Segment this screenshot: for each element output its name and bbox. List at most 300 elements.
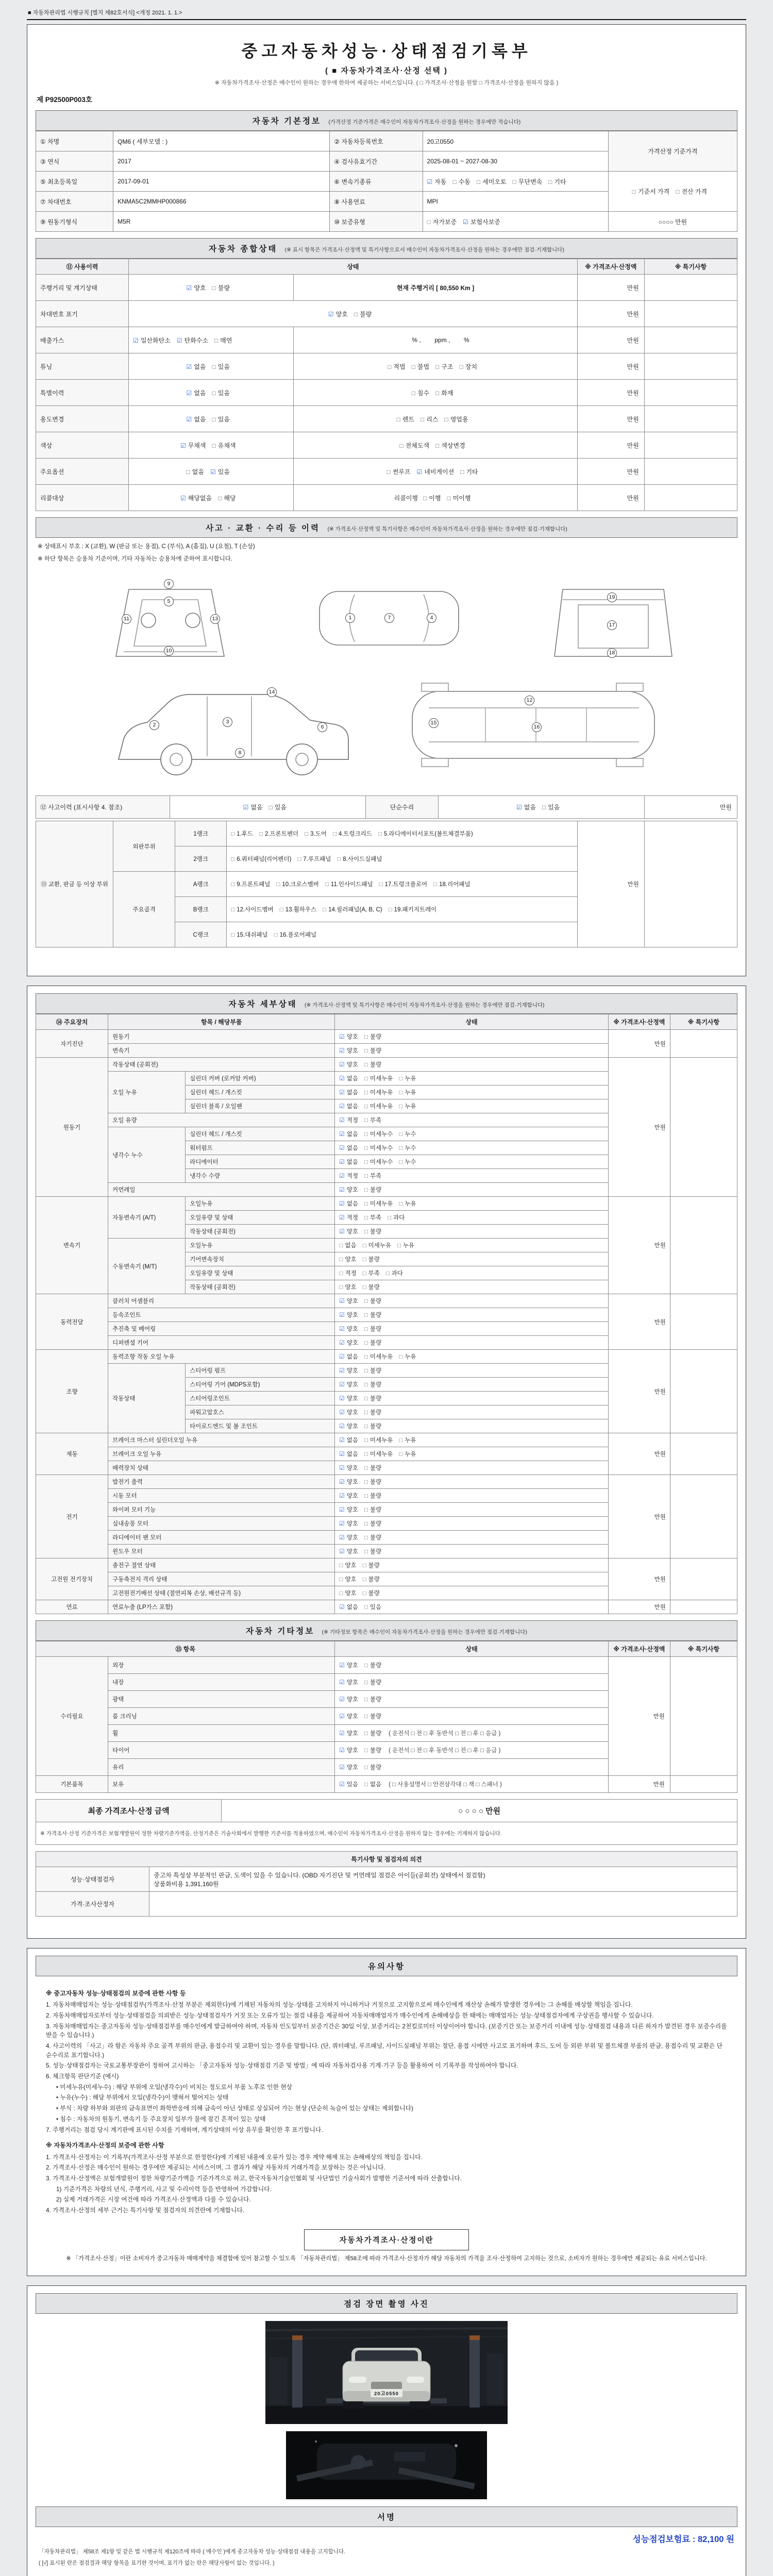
checkbox-option[interactable]: ☑ 양호 <box>339 1697 358 1703</box>
checkbox-option[interactable]: □ 렌트 <box>396 415 415 423</box>
checkbox-option[interactable]: □ 없음 <box>364 1782 382 1788</box>
checkbox-option[interactable]: □ 미세누유 <box>364 1451 393 1458</box>
checkbox-option[interactable]: ☑ 양호 <box>339 1034 358 1040</box>
checkbox-option[interactable]: □ 누유 <box>399 1451 416 1458</box>
checkbox-group-cell[interactable] <box>423 212 608 232</box>
checkbox-option[interactable]: ☑ 양호 <box>339 1410 358 1416</box>
checkbox-option[interactable]: ☑ 없음 <box>516 804 536 811</box>
checkbox-group-cell[interactable] <box>335 1691 608 1708</box>
checkbox-group-cell[interactable] <box>335 1419 608 1433</box>
checkbox-option[interactable]: □ 장치 <box>459 363 477 370</box>
checkbox-option[interactable]: ☑ 없음 <box>339 1437 358 1444</box>
checkbox-group-cell[interactable] <box>294 459 577 485</box>
checkbox-option[interactable]: □ 미세누수 <box>364 1131 393 1138</box>
checkbox-option[interactable]: □ 12.사이드멤버 <box>231 907 274 913</box>
checkbox-option[interactable]: □ 기준서 가격 <box>632 188 670 195</box>
checkbox-option[interactable]: □ 적법 <box>388 363 406 370</box>
checkbox-group-cell[interactable] <box>335 1141 608 1155</box>
checkbox-option[interactable]: □ 불량 <box>364 1187 382 1193</box>
checkbox-option[interactable]: □ 있음 <box>212 363 230 370</box>
checkbox-option[interactable]: □ 불량 <box>212 284 230 292</box>
checkbox-option[interactable]: ☑ 양호 <box>339 1731 358 1737</box>
checkbox-option[interactable]: □ 누유 <box>399 1076 416 1082</box>
checkbox-group-cell[interactable] <box>335 1099 608 1113</box>
checkbox-option[interactable]: □ 있음 <box>212 415 230 423</box>
checkbox-option[interactable]: □ 썬루프 <box>386 468 411 476</box>
checkbox-group-cell[interactable] <box>335 1600 608 1614</box>
checkbox-option[interactable]: □ 양호 <box>339 1257 357 1263</box>
checkbox-option[interactable]: □ 부족 <box>362 1270 380 1277</box>
checkbox-option[interactable]: ☑ 양호 <box>339 1549 358 1555</box>
checkbox-option[interactable]: ☑ 양호 <box>339 1062 358 1068</box>
checkbox-option[interactable]: □ 부족 <box>364 1117 382 1124</box>
checkbox-option[interactable]: □ 구조 <box>435 363 453 370</box>
checkbox-option[interactable]: ☑ 양호 <box>339 1714 358 1720</box>
checkbox-option[interactable]: ☑ 양호 <box>339 1507 358 1513</box>
checkbox-option[interactable]: □ 불량 <box>362 1590 380 1597</box>
cell: 보유 <box>108 1776 335 1793</box>
checkbox-option[interactable]: ☑ 양호 <box>339 1340 358 1346</box>
checkbox-option[interactable]: □ 불량 <box>364 1465 382 1471</box>
checkbox-option[interactable]: ☑ 없음 <box>186 363 206 370</box>
cell: 타이로드엔드 및 볼 조인트 <box>186 1419 335 1433</box>
checkbox-option[interactable]: □ 적정 <box>339 1270 357 1277</box>
checkbox-option[interactable]: □ 침수 <box>411 389 430 397</box>
checkbox-option[interactable]: ☑ 있음 <box>339 1782 358 1788</box>
checkbox-group-cell[interactable] <box>335 1572 608 1586</box>
checkbox-option[interactable]: □ 불량 <box>364 1765 382 1771</box>
checkbox-group-cell[interactable] <box>335 1503 608 1517</box>
checkbox-option[interactable]: □ 기타 <box>548 178 566 185</box>
checkbox-group-cell[interactable] <box>335 1280 608 1294</box>
checkbox-group-cell[interactable] <box>335 1183 608 1197</box>
unchecked-box-icon: □ <box>364 1382 368 1388</box>
checkbox-option[interactable]: □ 불량 <box>364 1549 382 1555</box>
checkbox-group-cell[interactable] <box>335 1489 608 1503</box>
checkbox-option[interactable]: □ 불량 <box>364 1340 382 1346</box>
checkbox-group-cell[interactable] <box>227 897 578 922</box>
checkbox-option[interactable]: □ 6.쿼터패널(리어펜더) <box>231 856 292 862</box>
notice-line: 1. 자동차매매업자는 성능·상태점검부(가격조사·산정 부분은 제외한다)에 기재된 자동차의 성능·상태를 고지하지 아니하거나 거짓으로 고지함으로써 매수인에게 재산상 손해가 발생한 경우에는 그 손해를 배상할 책임을 집니다. <box>46 2001 633 2009</box>
checkbox-option[interactable]: □ 있음 <box>212 389 230 397</box>
checkbox-option[interactable]: ☑ 없음 <box>339 1354 358 1360</box>
checkbox-option[interactable]: □ 불량 <box>362 1563 380 1569</box>
checkbox-option[interactable]: ☑ 네비게이션 <box>416 468 455 476</box>
cell: ⑦ 차대번호 <box>36 192 113 212</box>
checkbox-option[interactable]: □ 불량 <box>364 1298 382 1304</box>
unchecked-box-icon: □ <box>379 882 383 888</box>
unchecked-box-icon: □ <box>339 1243 343 1249</box>
checkbox-group-cell[interactable] <box>227 846 578 872</box>
checkbox-option[interactable]: □ 유채색 <box>212 442 236 449</box>
checkbox-option[interactable]: ☑ 양호 <box>186 284 206 292</box>
checkbox-group-cell[interactable] <box>335 1169 608 1183</box>
checkbox-option[interactable]: □ 14.필러패널(A, B, C) <box>323 907 382 913</box>
checkbox-group-cell[interactable] <box>335 1113 608 1127</box>
checkbox-option[interactable]: ☑ 무채색 <box>180 442 206 449</box>
checkbox-group-cell[interactable] <box>335 1447 608 1461</box>
checkbox-group-cell[interactable] <box>335 1531 608 1545</box>
checkbox-option[interactable]: □ 기타 <box>460 468 478 476</box>
checkbox-option[interactable]: ☑ 양호 <box>339 1423 358 1430</box>
checkbox-option[interactable]: □ 불량 <box>364 1410 382 1416</box>
checkbox-option[interactable]: □ 세미오토 <box>476 178 507 185</box>
section-title: 서명 <box>377 2513 396 2522</box>
checkbox-option[interactable]: □ 불량 <box>354 310 372 318</box>
checkbox-option[interactable]: □ 16.플로어패널 <box>274 932 317 938</box>
unchecked-box-icon: □ <box>231 882 235 888</box>
checkbox-option[interactable]: □ 미세누유 <box>364 1090 393 1096</box>
checkbox-group-cell[interactable] <box>335 1392 608 1405</box>
checkbox-option[interactable]: □ 부족 <box>364 1173 382 1179</box>
checkbox-option[interactable]: ☑ 양호 <box>328 310 348 318</box>
cell: 워터펌프 <box>186 1141 335 1155</box>
checkbox-option[interactable]: □ 2.프론트펜더 <box>259 831 299 837</box>
checkbox-option[interactable]: ☑ 없음 <box>186 415 206 423</box>
checkbox-group-cell[interactable] <box>335 1776 608 1793</box>
checkbox-option[interactable]: □ 양호 <box>339 1590 357 1597</box>
checkbox-group-cell[interactable] <box>335 1252 608 1266</box>
checkbox-option[interactable]: □ 불량 <box>364 1368 382 1374</box>
checkbox-option[interactable]: □ 미세누유 <box>364 1076 393 1082</box>
checkbox-group-cell[interactable] <box>294 485 577 511</box>
checkbox-group-cell[interactable] <box>335 1364 608 1378</box>
checkbox-group-cell[interactable] <box>335 1405 608 1419</box>
checkbox-group-cell[interactable] <box>335 1294 608 1308</box>
checkbox-group-cell[interactable] <box>294 380 577 406</box>
checkbox-option[interactable]: □ 누수 <box>399 1159 416 1165</box>
checkbox-group-cell[interactable] <box>335 1378 608 1392</box>
checkbox-group-cell[interactable] <box>129 380 294 406</box>
unchecked-box-icon: □ <box>385 1270 390 1277</box>
checkbox-group-cell[interactable] <box>608 172 737 212</box>
checkbox-group-cell[interactable] <box>335 1725 608 1742</box>
unchecked-box-icon: □ <box>218 494 222 502</box>
checkbox-option[interactable]: □ 있음 <box>364 1604 382 1611</box>
checkbox-group-cell[interactable] <box>294 406 577 432</box>
checkbox-group-cell[interactable] <box>294 432 577 459</box>
checkbox-option[interactable]: □ 누유 <box>399 1437 416 1444</box>
checkbox-group-cell[interactable] <box>129 406 294 432</box>
checkbox-group-cell[interactable] <box>335 1517 608 1531</box>
checkbox-group-cell[interactable] <box>335 1322 608 1336</box>
checkbox-group-cell[interactable] <box>335 1197 608 1211</box>
cell: 실내송풍 모터 <box>108 1517 335 1531</box>
checkbox-group-cell[interactable] <box>335 1708 608 1725</box>
checkbox-option[interactable]: ☑ 양호 <box>339 1748 358 1754</box>
checkbox-option[interactable]: □ 누유 <box>399 1090 416 1096</box>
checkbox-group-cell[interactable] <box>129 459 294 485</box>
checkbox-option[interactable]: □ 없음 <box>186 468 204 476</box>
unchecked-box-icon: □ <box>399 1131 403 1138</box>
checkbox-group-cell[interactable] <box>170 796 366 819</box>
checkbox-group-cell[interactable] <box>335 1657 608 1674</box>
checkbox-option[interactable]: ☑ 없음 <box>186 389 206 397</box>
checkbox-option[interactable]: □ 10.크로스멤버 <box>276 882 319 888</box>
checkbox-option[interactable]: □ 7.루프패널 <box>297 856 331 862</box>
checkbox-option[interactable]: □ 전체도색 <box>399 442 430 449</box>
checkbox-option[interactable]: ☑ 없음 <box>339 1076 358 1082</box>
checkbox-group-cell[interactable] <box>294 353 577 380</box>
checkbox-option[interactable]: □ 불량 <box>364 1423 382 1430</box>
unchecked-box-icon: □ <box>332 831 337 837</box>
checkbox-option[interactable]: □ 불량 <box>364 1731 382 1737</box>
cell: 스티어링 기어 (MDPS포함) <box>186 1378 335 1392</box>
checked-box-icon: ☑ <box>339 1535 345 1541</box>
checkbox-group-cell[interactable] <box>335 1266 608 1280</box>
checkbox-group-cell[interactable] <box>335 1211 608 1225</box>
checkbox-option[interactable]: □ 매연 <box>214 336 232 344</box>
checkbox-option[interactable]: □ 미세누유 <box>364 1104 393 1110</box>
unchecked-box-icon: □ <box>364 1465 368 1471</box>
checkbox-group-cell[interactable] <box>129 327 294 353</box>
checked-box-icon: ☑ <box>339 1187 345 1193</box>
checkbox-option[interactable]: □ 미세누유 <box>364 1354 393 1360</box>
checkbox-option[interactable]: □ 불량 <box>362 1577 380 1583</box>
checkbox-option[interactable]: □ 영업용 <box>444 415 468 423</box>
checkbox-option[interactable]: □ 미세누유 <box>362 1243 391 1249</box>
checkbox-group-cell[interactable] <box>335 1350 608 1364</box>
table-row <box>36 1433 737 1447</box>
checkbox-option[interactable]: □ 11.인사이드패널 <box>325 882 373 888</box>
checkbox-option[interactable]: □ 이행 <box>423 494 441 502</box>
price-option-note[interactable]: ※ 자동차가격조사·산정은 매수인이 원하는 경우에 한하여 제공하는 서비스입니다. ( □ 가격조사·산정을 원함 □ 가격조사·산정을 원하지 않음 ) <box>214 80 559 86</box>
checkbox-option[interactable]: □ 화재 <box>435 389 453 397</box>
checkbox-option[interactable]: ☑ 일산화탄소 <box>133 336 171 344</box>
checkbox-group-cell[interactable] <box>129 275 294 301</box>
checkbox-option[interactable]: □ 없음 <box>339 1243 357 1249</box>
checkbox-option[interactable]: □ 19.패키지트레이 <box>388 907 437 913</box>
checkbox-option[interactable]: □ 누유 <box>397 1243 415 1249</box>
checkbox-option[interactable]: □ 무단변속 <box>512 178 543 185</box>
checkbox-option[interactable]: □ 불량 <box>364 1493 382 1499</box>
checkbox-option[interactable]: □ 누수 <box>399 1145 416 1151</box>
checkbox-option[interactable]: □ 불량 <box>364 1229 382 1235</box>
checkbox-group-cell[interactable] <box>335 1308 608 1322</box>
checked-box-icon: ☑ <box>339 1229 345 1235</box>
checkbox-option[interactable]: ☑ 해당없음 <box>180 494 212 502</box>
checkbox-option[interactable]: □ 색상변경 <box>435 442 465 449</box>
checkbox-group-cell[interactable] <box>129 485 294 511</box>
checkbox-option[interactable]: □ 불량 <box>364 1748 382 1754</box>
checkbox-group-cell[interactable] <box>335 1155 608 1169</box>
checkbox-option[interactable]: □ 불량 <box>364 1507 382 1513</box>
checkbox-option[interactable]: □ 불량 <box>364 1048 382 1054</box>
checkbox-option[interactable]: □ 불량 <box>364 1326 382 1332</box>
checkbox-option[interactable]: ☑ 양호 <box>339 1465 358 1471</box>
checkbox-option[interactable]: ☑ 없음 <box>339 1131 358 1138</box>
checkbox-option[interactable]: □ 불량 <box>364 1697 382 1703</box>
checkbox-option[interactable]: □ 부족 <box>364 1215 382 1221</box>
unchecked-box-icon: □ <box>378 831 382 837</box>
column-header: 상태 <box>335 1641 608 1657</box>
checkbox-option[interactable]: □ 불량 <box>364 1062 382 1068</box>
checkbox-option[interactable]: ☑ 양호 <box>339 1187 358 1193</box>
panel-number-badge: 12 <box>525 696 534 705</box>
checkbox-option[interactable]: ☑ 양호 <box>339 1663 358 1669</box>
checkbox-option[interactable]: □ 양호 <box>339 1563 357 1569</box>
checkbox-group-cell[interactable] <box>335 1336 608 1350</box>
table-row <box>36 1058 737 1072</box>
checkbox-option[interactable]: □ 17.트렁크플로어 <box>379 882 428 888</box>
checkbox-option[interactable]: ☑ 양호 <box>339 1048 358 1054</box>
checkbox-option[interactable]: ☑ 없음 <box>339 1159 358 1165</box>
checkbox-option[interactable]: □ 1.후드 <box>231 831 254 837</box>
checkbox-option[interactable]: ☑ 양호 <box>339 1368 358 1374</box>
checkbox-option[interactable]: ☑ 양호 <box>339 1229 358 1235</box>
checked-box-icon: ☑ <box>186 363 192 370</box>
checkbox-option[interactable]: □ 불량 <box>364 1535 382 1541</box>
checkbox-option[interactable]: □ 불량 <box>364 1479 382 1485</box>
checkbox-option[interactable]: ☑ 없음 <box>339 1451 358 1458</box>
checkbox-option[interactable]: □ 불량 <box>364 1034 382 1040</box>
checkbox-option[interactable]: ☑ 없음 <box>339 1604 358 1611</box>
checkbox-option[interactable]: □ 있음 <box>542 804 560 811</box>
checkbox-option[interactable]: □ 13.휠하우스 <box>279 907 317 913</box>
checkbox-option[interactable]: □ 불량 <box>364 1521 382 1527</box>
checkbox-option[interactable]: ☑ 적정 <box>339 1215 358 1221</box>
checkbox-option[interactable]: ☑ 보험사보증 <box>463 218 500 226</box>
checkbox-group-cell[interactable] <box>335 1461 608 1475</box>
checkbox-option[interactable]: □ 미세누유 <box>364 1201 393 1207</box>
checkbox-option[interactable]: ☑ 양호 <box>339 1521 358 1527</box>
checkbox-option[interactable]: □ 불량 <box>362 1284 380 1291</box>
checkbox-option[interactable]: □ 양호 <box>339 1284 357 1291</box>
checkbox-option[interactable]: □ 누수 <box>399 1131 416 1138</box>
checkbox-group-cell[interactable] <box>129 353 294 380</box>
checkbox-option[interactable]: □ 8.사이드실패널 <box>337 856 382 862</box>
checkbox-option[interactable]: □ 불량 <box>364 1680 382 1686</box>
checkbox-option[interactable]: ☑ 없음 <box>339 1201 358 1207</box>
checkbox-option[interactable]: □ 18.리어패널 <box>433 882 470 888</box>
checkbox-group-cell[interactable] <box>227 922 578 947</box>
checkbox-group-cell[interactable] <box>335 1674 608 1691</box>
checkbox-option[interactable]: □ 누유 <box>399 1201 416 1207</box>
checkbox-option[interactable]: ☑ 양호 <box>339 1493 358 1499</box>
checkbox-option[interactable]: □ 해당 <box>218 494 236 502</box>
cell: 만원 <box>577 432 644 459</box>
checkbox-group-cell[interactable] <box>335 1044 608 1058</box>
cell: 용도변경 <box>36 406 129 432</box>
checkbox-option[interactable]: ☑ 양호 <box>339 1396 358 1402</box>
checkbox-option[interactable]: □ 미세누유 <box>364 1437 393 1444</box>
checkbox-option[interactable]: ☑ 양호 <box>339 1382 358 1388</box>
checkbox-option[interactable]: □ 불량 <box>364 1396 382 1402</box>
checkbox-option[interactable]: □ 5.라디에이터서포트(볼트체결부품) <box>378 831 473 837</box>
checkbox-group-cell[interactable] <box>335 1030 608 1044</box>
checkbox-option[interactable]: ☑ 적정 <box>339 1173 358 1179</box>
checkbox-option[interactable]: □ 누유 <box>399 1104 416 1110</box>
vehicle-damage-diagram[interactable] <box>46 568 727 789</box>
checkbox-group-cell[interactable] <box>423 172 608 192</box>
checkbox-option[interactable]: ☑ 양호 <box>339 1312 358 1318</box>
checkbox-option[interactable]: □ 불량 <box>364 1714 382 1720</box>
checkbox-option[interactable]: ☑ 자동 <box>427 178 447 185</box>
checked-box-icon: ☑ <box>339 1714 345 1720</box>
checked-box-icon: ☑ <box>339 1340 345 1346</box>
checkbox-option[interactable]: ☑ 양호 <box>339 1326 358 1332</box>
checkbox-option[interactable]: ☑ 양호 <box>339 1479 358 1485</box>
checkbox-option[interactable]: □ 불량 <box>364 1312 382 1318</box>
checkbox-group-cell[interactable] <box>335 1225 608 1239</box>
checkbox-option[interactable]: ☑ 양호 <box>339 1680 358 1686</box>
unchecked-box-icon: □ <box>427 218 431 226</box>
panel-number-badge: 2 <box>149 720 159 730</box>
checkbox-option[interactable]: □ 불법 <box>411 363 430 370</box>
checkbox-option[interactable]: □ 불량 <box>364 1382 382 1388</box>
checkbox-option[interactable]: ☑ 탄화수소 <box>176 336 208 344</box>
unchecked-box-icon: □ <box>364 1312 368 1318</box>
checkbox-option[interactable]: ☑ 없음 <box>339 1090 358 1096</box>
checkbox-option[interactable]: ☑ 양호 <box>339 1298 358 1304</box>
checkbox-option[interactable]: □ 9.프론트패널 <box>231 882 271 888</box>
checkbox-group-cell[interactable] <box>335 1742 608 1759</box>
checkbox-option[interactable]: □ 자가보증 <box>427 218 457 226</box>
cell: 오일 누유 <box>108 1072 186 1113</box>
checkbox-option[interactable]: □ 불량 <box>364 1663 382 1669</box>
unchecked-box-icon: □ <box>676 188 680 195</box>
cell-prefix-label: 리콜이행 <box>394 494 418 502</box>
checkbox-option[interactable]: □ 양호 <box>339 1577 357 1583</box>
checkbox-option[interactable]: ☑ 양호 <box>339 1765 358 1771</box>
checkbox-option[interactable]: □ 미이행 <box>447 494 471 502</box>
cell: 만원 <box>608 1475 670 1558</box>
checkbox-group-cell[interactable] <box>335 1545 608 1558</box>
checkbox-option[interactable]: □ 미세누수 <box>364 1145 393 1151</box>
checkbox-group-cell[interactable] <box>227 821 578 846</box>
checkbox-option[interactable]: ☑ 양호 <box>339 1535 358 1541</box>
checkbox-group-cell[interactable] <box>335 1058 608 1072</box>
checkbox-option[interactable]: □ 4.트렁크리드 <box>332 831 372 837</box>
checkbox-option[interactable]: □ 과다 <box>385 1270 403 1277</box>
checkbox-option[interactable]: ☑ 없음 <box>339 1104 358 1110</box>
checkbox-option[interactable]: ☑ 있음 <box>210 468 230 476</box>
checkbox-group-cell[interactable] <box>335 1127 608 1141</box>
checked-box-icon: ☑ <box>339 1549 345 1555</box>
checkbox-option[interactable]: □ 누유 <box>399 1354 416 1360</box>
unchecked-box-icon: □ <box>364 1479 368 1485</box>
checkbox-option[interactable]: □ 불량 <box>362 1257 380 1263</box>
checkbox-option[interactable]: □ 미세누수 <box>364 1159 393 1165</box>
checkbox-group-cell[interactable] <box>438 796 644 819</box>
checkbox-option[interactable]: ☑ 적정 <box>339 1117 358 1124</box>
checkbox-option[interactable]: □ 전산 가격 <box>676 188 708 195</box>
checkbox-group-cell[interactable] <box>335 1433 608 1447</box>
checkbox-option[interactable]: □ 수동 <box>452 178 470 185</box>
checkbox-group-cell[interactable] <box>335 1086 608 1099</box>
table-row <box>36 259 737 275</box>
table-row <box>36 1350 737 1364</box>
cell <box>670 1475 737 1558</box>
checkbox-option[interactable]: □ 과다 <box>388 1215 405 1221</box>
checkbox-group-cell[interactable] <box>335 1558 608 1572</box>
checkbox-group-cell[interactable] <box>335 1239 608 1252</box>
checkbox-group-cell[interactable] <box>227 872 578 897</box>
checkbox-group-cell[interactable] <box>335 1072 608 1086</box>
checkbox-option[interactable]: ☑ 없음 <box>339 1145 358 1151</box>
checkbox-group-cell[interactable] <box>129 432 294 459</box>
checkbox-option[interactable]: □ 있음 <box>268 804 287 811</box>
checkbox-option[interactable]: □ 3.도어 <box>305 831 327 837</box>
unchecked-box-icon: □ <box>364 1117 368 1124</box>
checkbox-group-cell[interactable] <box>335 1586 608 1600</box>
checkbox-group-cell[interactable] <box>335 1475 608 1489</box>
checkbox-group-cell[interactable] <box>335 1759 608 1776</box>
checkbox-option[interactable]: □ 15.대쉬패널 <box>231 932 268 938</box>
checkbox-option[interactable]: ☑ 없음 <box>243 804 263 811</box>
checkbox-option[interactable]: □ 리스 <box>421 415 439 423</box>
checkbox-group-cell[interactable] <box>129 301 578 327</box>
